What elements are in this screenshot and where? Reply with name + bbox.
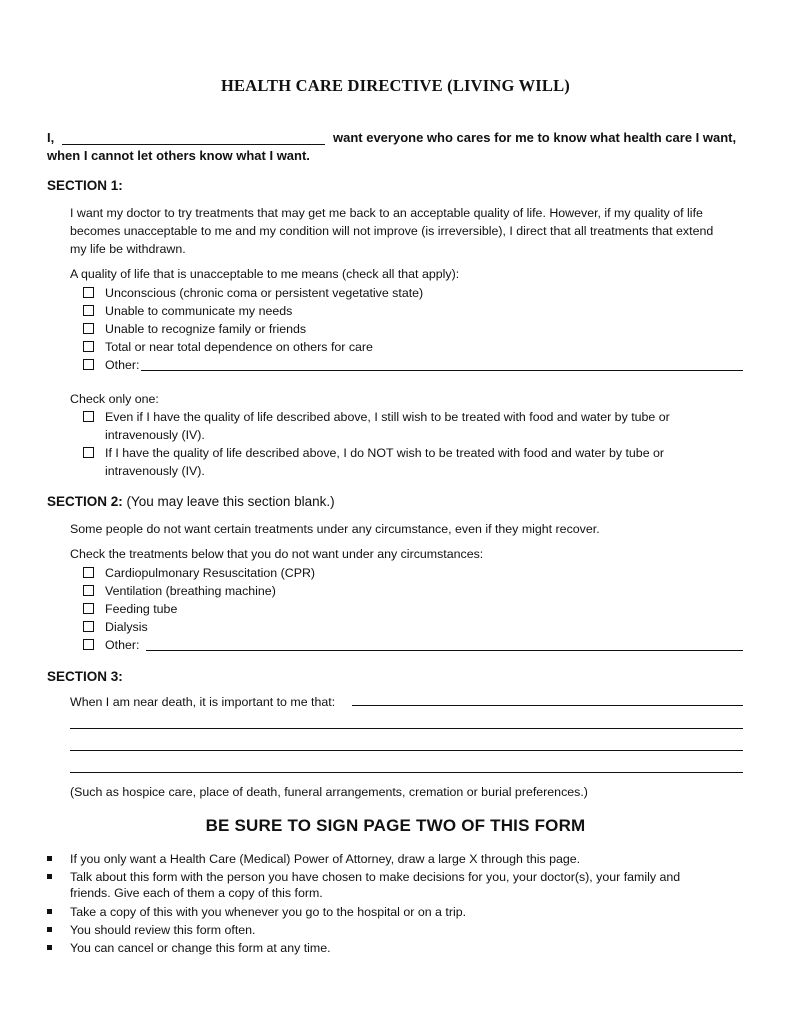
near-death-line-3[interactable]: [70, 750, 743, 751]
quality-prompt: A quality of life that is unacceptable to me means (check all that apply):: [70, 267, 460, 281]
option-ventilation: Ventilation (breathing machine): [105, 584, 276, 598]
near-death-line-4[interactable]: [70, 772, 743, 773]
section1-heading: SECTION 1:: [47, 178, 123, 193]
checkbox-unconscious[interactable]: [83, 287, 94, 298]
option-feeding-tube: Feeding tube: [105, 602, 178, 616]
section1-para-line3: my life be withdrawn.: [70, 242, 186, 256]
bullet-item-1: If you only want a Health Care (Medical) Power of Attorney, draw a large X through this page.: [70, 852, 581, 866]
bullet-item-2-line2: friends. Give each of them a copy of this form.: [70, 886, 323, 900]
checkbox-feeding-tube[interactable]: [83, 603, 94, 614]
section2-prompt: Check the treatments below that you do not want under any circumstances:: [70, 547, 484, 561]
treatment-other-line[interactable]: [146, 650, 743, 651]
section3-note: (Such as hospice care, place of death, funeral arrangements, cremation or burial preferences.): [70, 785, 588, 799]
bullet-item-4: You should review this form often.: [70, 923, 256, 937]
name-field-line[interactable]: [62, 144, 325, 145]
checkbox-ventilation[interactable]: [83, 585, 94, 596]
near-death-line-1[interactable]: [352, 705, 743, 706]
bullet-marker: [47, 909, 52, 914]
bullet-marker: [47, 927, 52, 932]
section2-heading-row: [47, 494, 335, 509]
intro-line1: want everyone who cares for me to know what health care I want,: [333, 130, 737, 145]
intro-prefix: I,: [47, 130, 55, 145]
checkbox-treat-food-water[interactable]: [83, 411, 94, 422]
option-dialysis: Dialysis: [105, 620, 148, 634]
checkbox-treatment-other[interactable]: [83, 639, 94, 650]
section2-paragraph: Some people do not want certain treatments under any circumstance, even if they might recover.: [70, 522, 600, 536]
bullet-marker: [47, 945, 52, 950]
bullet-item-3: Take a copy of this with you whenever you go to the hospital or on a trip.: [70, 905, 467, 919]
option-unable-communicate: Unable to communicate my needs: [105, 304, 293, 318]
option-treat-food-water-line1: Even if I have the quality of life described above, I still wish to be treated with food and water by tube or: [105, 410, 670, 424]
bullet-item-2-line1: Talk about this form with the person you have chosen to make decisions for you, your doctor(s), your family and: [70, 870, 681, 884]
checkbox-quality-other[interactable]: [83, 359, 94, 370]
form-title: HEALTH CARE DIRECTIVE (LIVING WILL): [221, 76, 570, 95]
section2-heading: SECTION 2:: [47, 494, 123, 509]
option-no-food-water-line1: If I have the quality of life described above, I do NOT wish to be treated with food and water by tube or: [105, 446, 665, 460]
check-one-prompt: Check only one:: [70, 392, 159, 406]
bullet-item-5: You can cancel or change this form at any time.: [70, 941, 331, 955]
checkbox-dialysis[interactable]: [83, 621, 94, 632]
option-unable-recognize: Unable to recognize family or friends: [105, 322, 307, 336]
bullet-marker: [47, 856, 52, 861]
option-no-food-water-line2: intravenously (IV).: [105, 464, 205, 478]
checkbox-no-food-water[interactable]: [83, 447, 94, 458]
intro-line2: when I cannot let others know what I want.: [47, 148, 310, 163]
near-death-line-2[interactable]: [70, 728, 743, 729]
checkbox-unable-recognize[interactable]: [83, 323, 94, 334]
bullet-marker: [47, 874, 52, 879]
checkbox-cpr[interactable]: [83, 567, 94, 578]
option-treat-food-water-line2: intravenously (IV).: [105, 428, 205, 442]
checkbox-dependence[interactable]: [83, 341, 94, 352]
section1-para-line2: becomes unacceptable to me and my condition will not improve (is irreversible), I direct that all treatments that extend: [70, 224, 714, 238]
section3-heading: SECTION 3:: [47, 669, 123, 684]
sign-notice: BE SURE TO SIGN PAGE TWO OF THIS FORM: [205, 816, 586, 835]
quality-other-line[interactable]: [141, 370, 743, 371]
option-unconscious: Unconscious (chronic coma or persistent vegetative state): [105, 286, 424, 300]
option-quality-other: Other:: [105, 358, 140, 372]
option-dependence: Total or near total dependence on others for care: [105, 340, 373, 354]
option-cpr: Cardiopulmonary Resuscitation (CPR): [105, 566, 316, 580]
section3-prompt: When I am near death, it is important to me that:: [70, 695, 336, 709]
option-treatment-other: Other:: [105, 638, 140, 652]
section2-heading-note: (You may leave this section blank.): [126, 494, 335, 509]
section1-para-line1: I want my doctor to try treatments that may get me back to an acceptable quality of life. However, if my quality of life: [70, 206, 703, 220]
checkbox-unable-communicate[interactable]: [83, 305, 94, 316]
